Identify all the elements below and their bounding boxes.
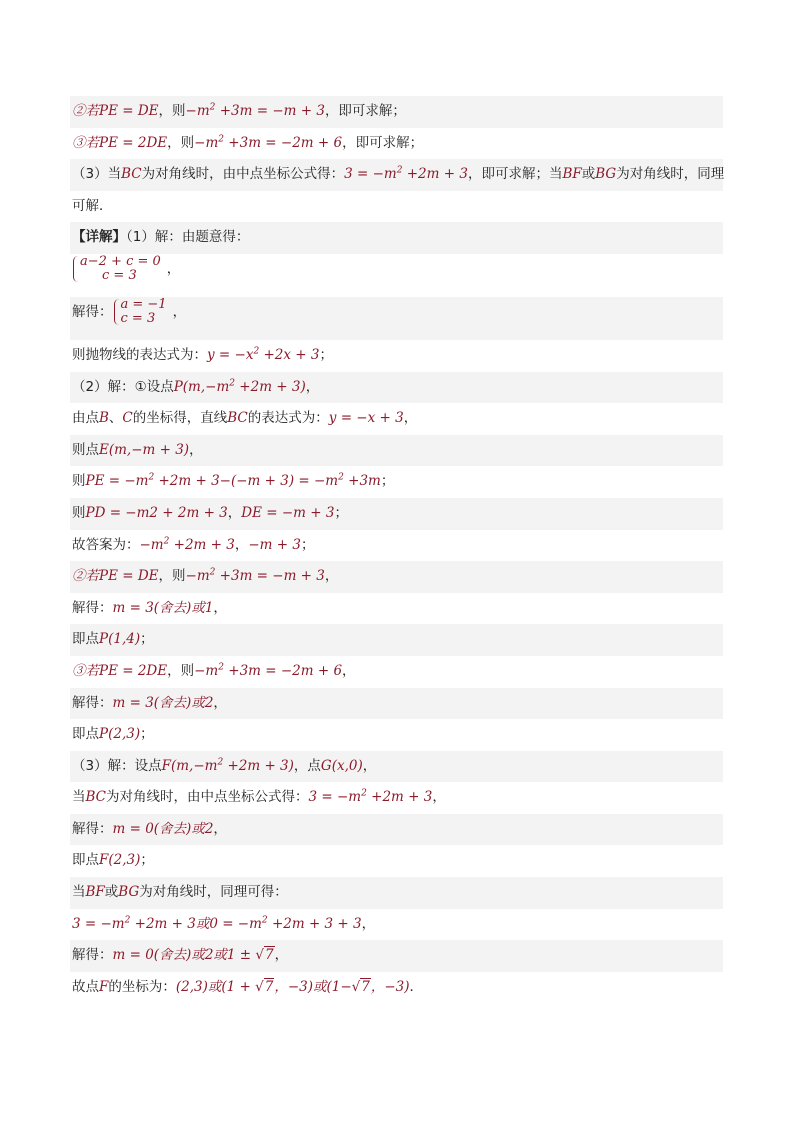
- text-line: 可解．: [72, 197, 113, 214]
- text-line: 即点P(2,3)；: [72, 726, 154, 743]
- text-line: ②若PE = DE，则$-m^2 +3m = -m + 3$，: [70, 561, 723, 593]
- text-line: 解得： a = −1 c = 3 ，: [70, 297, 723, 340]
- text-line: 故点F的坐标为：(2,3)或(1 + √7，−3)或(1−√7，−3)．: [72, 978, 424, 995]
- text-line: a−2 + c = 0 c = 3 ，: [70, 254, 723, 297]
- text-line: 则PD = −m2 + 2m + 3，DE = −m + 3；: [70, 498, 723, 530]
- text-line: 即点P(1,4)；: [70, 624, 723, 656]
- text-line: 故答案为：$-m^2 +2m + 3$，−m + 3；: [72, 536, 315, 553]
- text-line: 则PE = $-m^2 +2m + 3-(-m + 3) = -m^2 +3m$；: [72, 472, 395, 490]
- text-line: 当BF或BG为对角线时，同理可得：: [70, 877, 723, 909]
- equation-system: a = −1 c = 3: [113, 298, 167, 326]
- text-line: （3）解：设点$F(m,-m^2 +2m + 3)$，点G(x,0)，: [70, 751, 723, 783]
- text-line: 解得：m = 3(舍去)或1，: [72, 599, 227, 616]
- text-line: 当BC为对角线时，由中点坐标公式得：$3 = -m^2 +2m + 3$，: [72, 788, 446, 806]
- text-line: $3 = -m^2 +2m + 3$或$0 = -m^2 +2m + 3 + 3$，: [72, 915, 376, 932]
- text-line: （3）当BC为对角线时，由中点坐标公式得：$3 = -m^2 +2m + 3$，即可求解；当BF或BG为对角线时，同理: [70, 159, 723, 191]
- text-line: 则点E(m,−m + 3)，: [70, 435, 723, 467]
- text-line: （2）解：①设点$P(m,-m^2 +2m + 3)$，: [70, 372, 723, 404]
- text-line: ③若PE = 2DE，则$-m^2 +3m = -2m + 6$，即可求解；: [72, 134, 424, 151]
- text-line: 【详解】（1）解：由题意得：: [70, 222, 723, 254]
- text-line: 则抛物线的表达式为：$y = -x^2 +2x + 3$；: [72, 346, 333, 363]
- text-line: 解得：m = 0(舍去)或2或1 ± √7，: [70, 940, 723, 972]
- solve-prefix: 解得：: [72, 303, 113, 320]
- text-line: ②若PE = DE，则$-m^2 +3m = -m + 3$，即可求解；: [70, 96, 723, 128]
- text-line: 解得：m = 0(舍去)或2，: [70, 814, 723, 846]
- text-line: ③若PE = 2DE，则$-m^2 +3m = -2m + 6$，: [72, 662, 356, 679]
- solution-content: [70, 96, 723, 1003]
- text-line: 解得：m = 3(舍去)或2，: [70, 688, 723, 720]
- text-line: 由点B、C的坐标得，直线BC的表达式为：y = −x + 3，: [72, 410, 418, 427]
- equation-system: a−2 + c = 0 c = 3: [72, 255, 161, 283]
- text-line: 即点F(2,3)；: [72, 852, 154, 869]
